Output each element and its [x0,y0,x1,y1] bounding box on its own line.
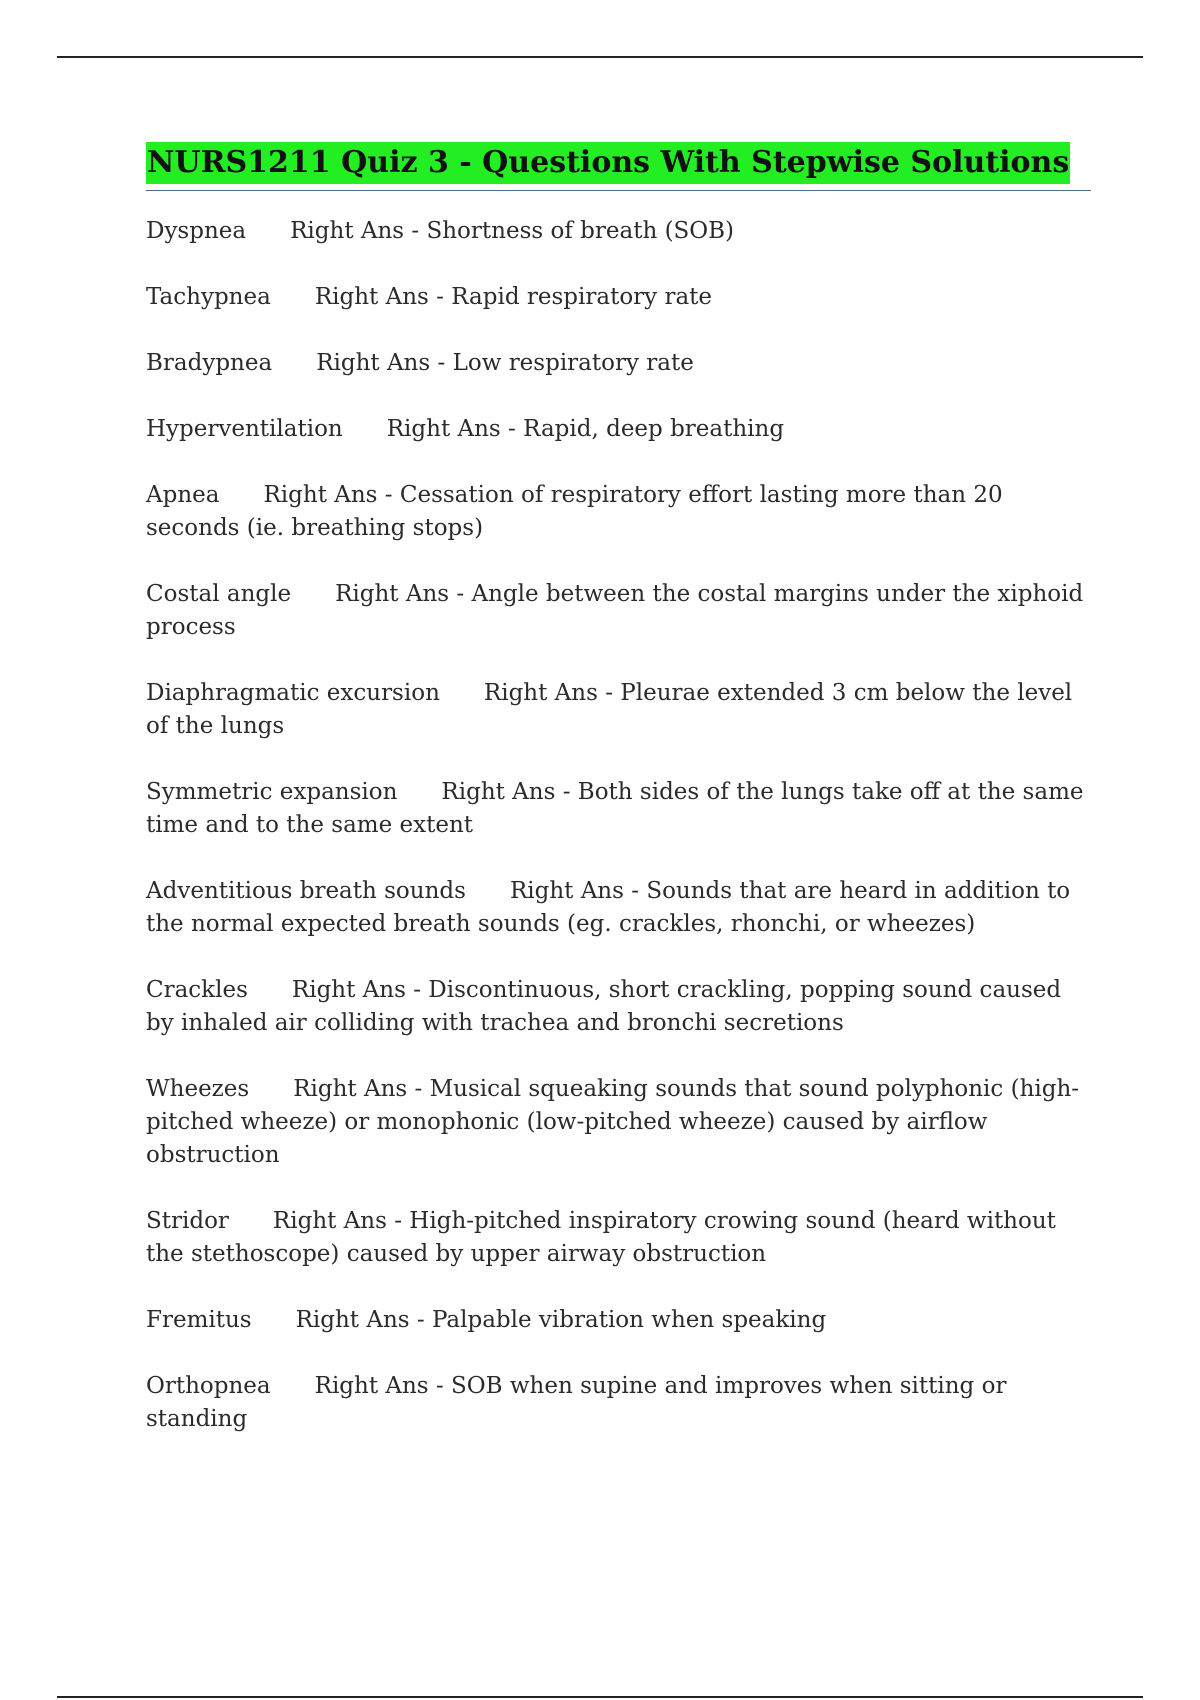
qa-item [146,578,1091,644]
qa-answer: Right Ans - SOB when supine and improves when sitting or standing [146,1373,1007,1432]
qa-answer: Right Ans - Angle between the costal margins under the xiphoid process [146,581,1084,640]
qa-item [146,281,1091,314]
top-rule [57,56,1143,58]
qa-item [146,974,1091,1040]
qa-item [146,479,1091,545]
qa-answer: Right Ans - Shortness of breath (SOB) [290,218,735,244]
qa-answer: Right Ans - Sounds that are heard in addition to the normal expected breath sounds (eg. crackles, rhonchi, or wheezes) [146,878,1071,937]
qa-term: Diaphragmatic excursion [146,680,440,706]
qa-item [146,1073,1091,1172]
qa-answer: Right Ans - Discontinuous, short crackling, popping sound caused by inhaled air colliding with trachea and bronchi secretions [146,977,1062,1036]
qa-item [146,413,1091,446]
qa-item [146,1304,1091,1337]
qa-term: Apnea [146,482,220,508]
qa-answer: Right Ans - Cessation of respiratory effort lasting more than 20 seconds (ie. breathing stops) [146,482,1003,541]
qa-item [146,1205,1091,1271]
title-block [146,142,1091,191]
qa-answer: Right Ans - High-pitched inspiratory crowing sound (heard without the stethoscope) caused by upper airway obstruction [146,1208,1056,1267]
qa-item [146,875,1091,941]
qa-term: Orthopnea [146,1373,271,1399]
qa-item [146,215,1091,248]
qa-list [146,215,1091,1436]
qa-term: Stridor [146,1208,229,1234]
qa-answer: Right Ans - Pleurae extended 3 cm below the level of the lungs [146,680,1073,739]
qa-term: Crackles [146,977,248,1003]
qa-term: Bradypnea [146,350,273,376]
qa-answer: Right Ans - Low respiratory rate [316,350,694,376]
qa-answer: Right Ans - Musical squeaking sounds that sound polyphonic (high-pitched wheeze) or monophonic (low-pitched wheeze) caused by airflow obstruction [146,1076,1080,1168]
bottom-rule [57,1696,1143,1698]
qa-term: Hyperventilation [146,416,343,442]
qa-term: Adventitious breath sounds [146,878,466,904]
qa-term: Tachypnea [146,284,271,310]
qa-term: Costal angle [146,581,292,607]
qa-answer: Right Ans - Rapid, deep breathing [386,416,785,442]
qa-item [146,677,1091,743]
qa-item [146,347,1091,380]
qa-term: Dyspnea [146,218,247,244]
qa-term: Wheezes [146,1076,250,1102]
document-title: NURS1211 Quiz 3 - Questions With Stepwise Solutions [146,142,1070,184]
qa-answer: Right Ans - Both sides of the lungs take off at the same time and to the same extent [146,779,1084,838]
qa-answer: Right Ans - Palpable vibration when speaking [295,1307,827,1333]
qa-term: Symmetric expansion [146,779,398,805]
qa-answer: Right Ans - Rapid respiratory rate [314,284,713,310]
qa-item [146,776,1091,842]
qa-item [146,1370,1091,1436]
qa-term: Fremitus [146,1307,252,1333]
document-body [146,142,1091,1469]
